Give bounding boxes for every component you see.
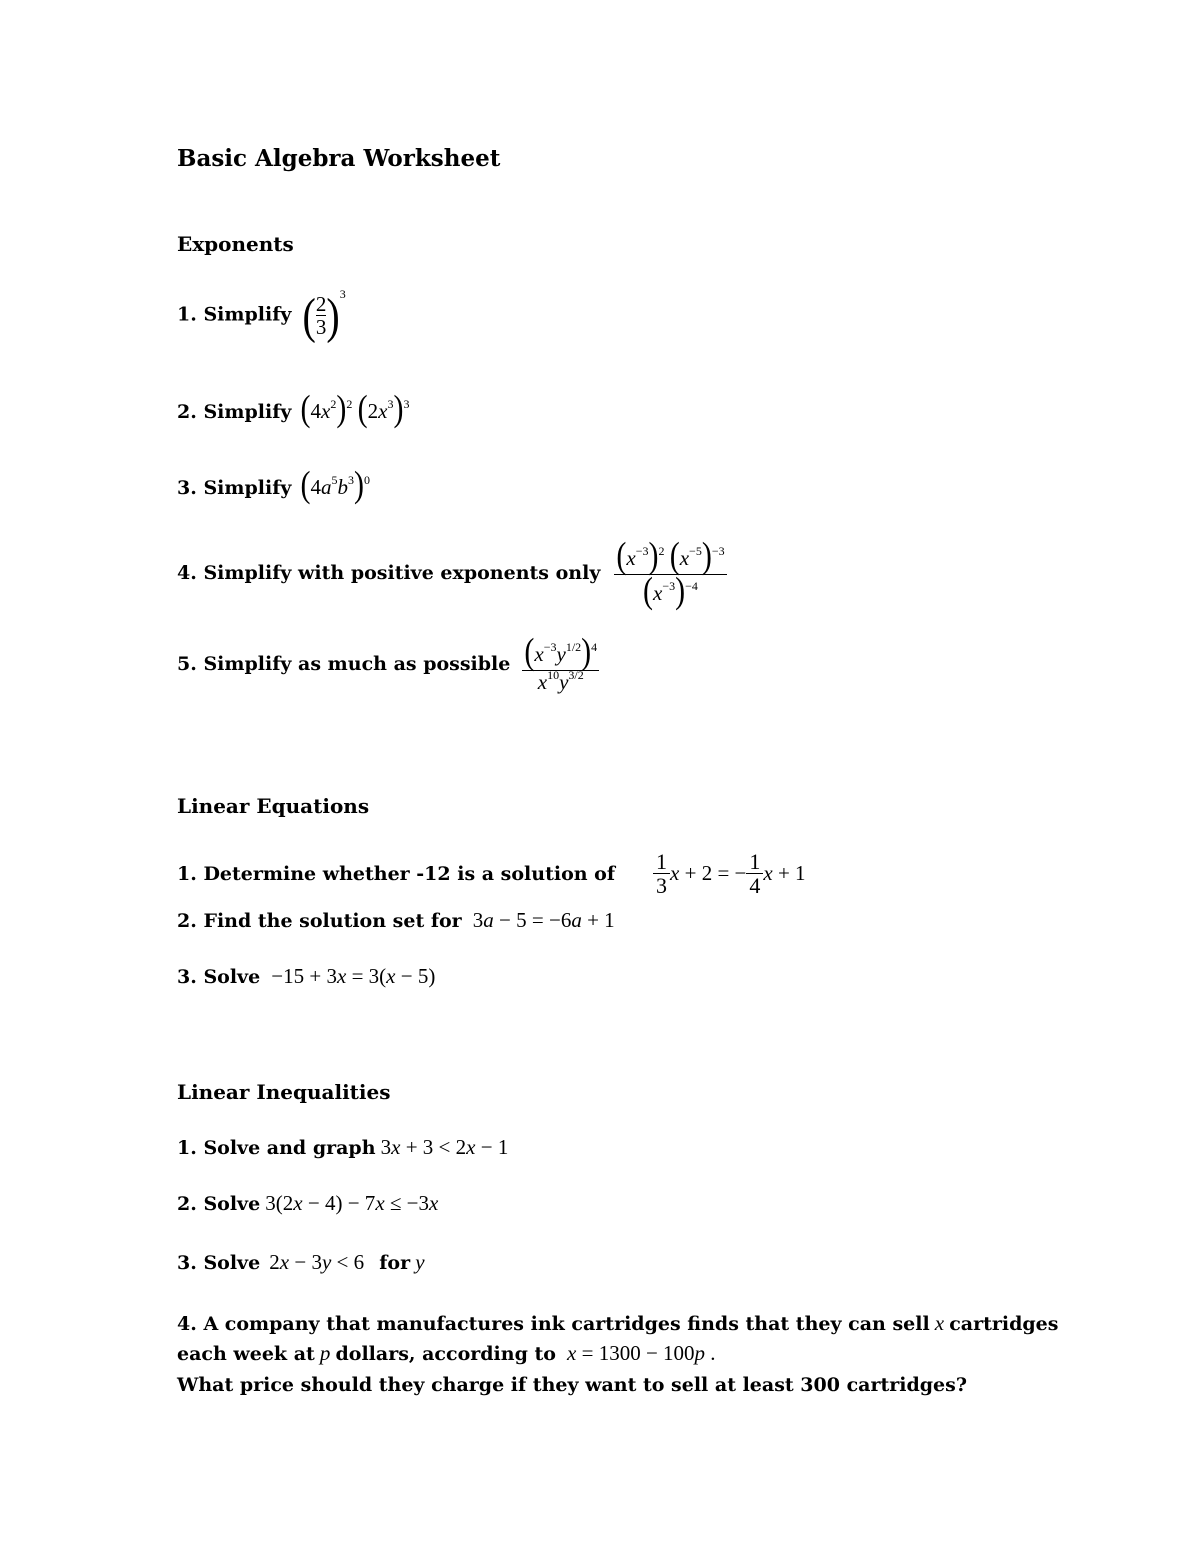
math-variable: y (415, 1250, 425, 1274)
question-label: 4. Simplify with positive exponents only (177, 562, 601, 584)
question-text-line-2: each week at (177, 1343, 315, 1365)
question-label: 1. Simplify (177, 303, 292, 326)
linear-inequalities-question-1 (177, 1135, 508, 1160)
math-expression: $\frac{(x^{-3})^2 (x^{-5})^{-3}}{(x^{-3})^{-4}}$ (616, 534, 725, 611)
math-expression: $(4x^2)^2$ $(2x^3)^3$ (300, 387, 410, 429)
exponents-question-2 (177, 387, 410, 429)
exponents-question-5 (177, 630, 599, 694)
math-expression: 2x − 3y < 6 (269, 1250, 365, 1274)
math-expression: $(4a^5b^3)^0$ (300, 463, 371, 505)
page-title: Basic Algebra Worksheet (177, 145, 501, 172)
section-heading-linear-equations: Linear Equations (177, 794, 370, 818)
math-expression: $\frac{1}{3}$ x + 2 = − $\frac{1}{4}$ x + 1 (653, 850, 806, 897)
exponents-question-4 (177, 534, 727, 611)
question-label: 2. Simplify (177, 401, 292, 423)
section-heading-exponents: Exponents (177, 232, 294, 256)
math-expression: −15 + 3x = 3(x − 5) (271, 964, 436, 988)
question-label: 3. Solve (177, 966, 261, 988)
linear-inequalities-question-2 (177, 1191, 438, 1216)
linear-equations-question-3 (177, 964, 435, 989)
question-label: 3. Solve (177, 1252, 261, 1274)
question-text-line-1-end: cartridges (949, 1313, 1059, 1335)
math-expression: 3a − 5 = −6a + 1 (472, 908, 615, 932)
question-label: 1. Solve and graph (177, 1137, 376, 1159)
math-variable: x (934, 1311, 945, 1335)
question-label: 1. Determine whether -12 is a solution of (177, 862, 616, 885)
linear-equations-question-2 (177, 908, 615, 933)
question-label: 5. Simplify as much as possible (177, 653, 511, 676)
question-text-line-2-mid: dollars, according to (335, 1343, 556, 1365)
exponents-question-3 (177, 463, 371, 505)
math-expression: x = 1300 − 100p . (567, 1341, 716, 1365)
math-expression: ( $\frac{2}{3}$ )$^3$ (302, 287, 346, 344)
math-expression: 3(2x − 4) − 7x ≤ −3x (265, 1191, 439, 1215)
linear-inequalities-question-4 (177, 1309, 1077, 1402)
question-label: 2. Find the solution set for (177, 910, 462, 932)
exponents-question-1 (177, 287, 346, 344)
math-expression: 3x + 3 < 2x − 1 (380, 1135, 509, 1159)
question-label: 3. Simplify (177, 477, 292, 499)
question-text-line-1: 4. A company that manufactures ink cartridges finds that they can sell (177, 1313, 930, 1335)
math-variable: p (319, 1341, 331, 1365)
linear-equations-question-1 (177, 850, 806, 897)
section-heading-linear-inequalities: Linear Inequalities (177, 1080, 391, 1104)
math-expression: $\frac{(x^{-3}y^{1/2})^4}{x^{10}y^{3/2}}$ (524, 630, 598, 694)
question-label: 2. Solve (177, 1193, 261, 1215)
question-text-line-3: What price should they charge if they want to sell at least 300 cartridges? (177, 1374, 967, 1396)
linear-inequalities-question-3 (177, 1250, 425, 1275)
question-suffix: for (379, 1252, 411, 1274)
